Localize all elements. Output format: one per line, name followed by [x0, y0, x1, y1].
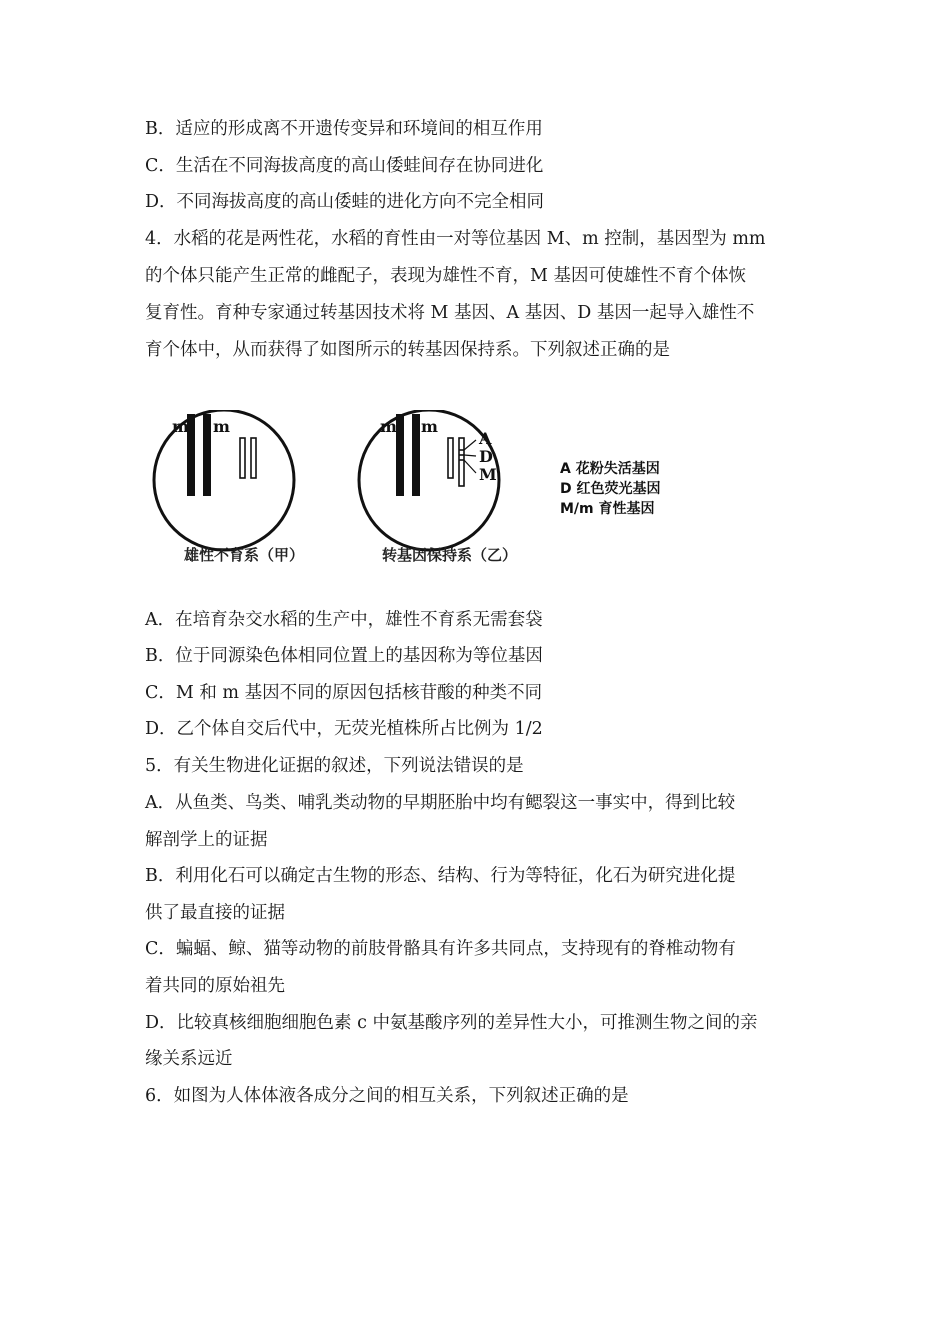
chromosome-m-right	[203, 414, 211, 496]
pointer-d	[464, 455, 476, 456]
caption-jia: 雄性不育系（甲）	[184, 546, 305, 564]
q4-stem-line-1: 4．水稻的花是两性花，水稻的育性由一对等位基因 M、m 控制，基因型为 mm	[145, 229, 766, 249]
q3-option-b: B．适应的形成离不开遗传变异和环境间的相互作用	[145, 119, 543, 139]
chromosome-m-left	[396, 414, 404, 496]
small-chromosome	[448, 438, 453, 478]
gene-label-d: D	[479, 447, 493, 466]
label-m-left: m	[380, 417, 397, 436]
legend	[560, 460, 661, 517]
q4-option-b: B．位于同源染色体相同位置上的基因称为等位基因	[145, 646, 543, 666]
q3-option-d: D．不同海拔高度的高山倭蛙的进化方向不完全相同	[145, 192, 545, 212]
q6-stem: 6．如图为人体体液各成分之间的相互关系，下列叙述正确的是	[145, 1086, 629, 1106]
q5-stem: 5．有关生物进化证据的叙述，下列说法错误的是	[145, 756, 524, 776]
q5-option-b-line-2: 供了最直接的证据	[145, 903, 285, 923]
gene-label-m: M	[479, 465, 497, 484]
q4-stem-line-2: 的个体只能产生正常的雌配子，表现为雄性不育，M 基因可使雄性不育个体恢	[145, 266, 746, 286]
q5-option-c-line-2: 着共同的原始祖先	[145, 976, 285, 996]
label-m-right: m	[213, 417, 230, 436]
q5-option-a-line-2: 解剖学上的证据	[145, 830, 268, 850]
q4-option-d: D．乙个体自交后代中，无荧光植株所占比例为 1/2	[145, 719, 543, 739]
small-chromosome	[240, 438, 245, 478]
q4-option-a: A．在培育杂交水稻的生产中，雄性不育系无需套袋	[145, 610, 543, 630]
q5-option-d-line-1: D．比较真核细胞细胞色素 c 中氨基酸序列的差异性大小，可推测生物之间的亲	[145, 1013, 758, 1033]
q4-stem-line-3: 复育性。育种专家通过转基因技术将 M 基因、A 基因、D 基因一起导入雄性不	[145, 303, 755, 323]
gene-label-a: A	[479, 429, 492, 448]
label-m-right: m	[421, 417, 438, 436]
pointer-a	[464, 440, 476, 450]
chromosome-figure	[150, 410, 710, 575]
legend-a: A 花粉失活基因	[560, 461, 660, 477]
label-m-left: m	[172, 417, 189, 436]
q4-stem-line-4: 育个体中，从而获得了如图所示的转基因保持系。下列叙述正确的是	[145, 340, 670, 360]
legend-d: D 红色荧光基因	[560, 481, 661, 497]
cell-jia	[154, 410, 304, 564]
transgenic-chromosome	[459, 438, 464, 486]
q4-option-c: C．M 和 m 基因不同的原因包括核苷酸的种类不同	[145, 683, 543, 703]
caption-yi: 转基因保持系（乙）	[382, 546, 518, 564]
small-chromosome	[251, 438, 256, 478]
q5-option-c-line-1: C．蝙蝠、鲸、猫等动物的前肢骨骼具有许多共同点，支持现有的脊椎动物有	[145, 939, 736, 959]
q5-option-a-line-1: A．从鱼类、鸟类、哺乳类动物的早期胚胎中均有鳃裂这一事实中，得到比较	[145, 793, 736, 813]
q5-option-d-line-2: 缘关系远近	[145, 1049, 233, 1069]
q3-option-c: C．生活在不同海拔高度的高山倭蛙间存在协同进化	[145, 156, 544, 176]
q5-option-b-line-1: B．利用化石可以确定古生物的形态、结构、行为等特征，化石为研究进化提	[145, 866, 736, 886]
pointer-m	[464, 460, 476, 473]
cell-yi	[359, 410, 517, 564]
chromosome-m-right	[412, 414, 420, 496]
legend-mm: M/m 育性基因	[560, 501, 655, 517]
